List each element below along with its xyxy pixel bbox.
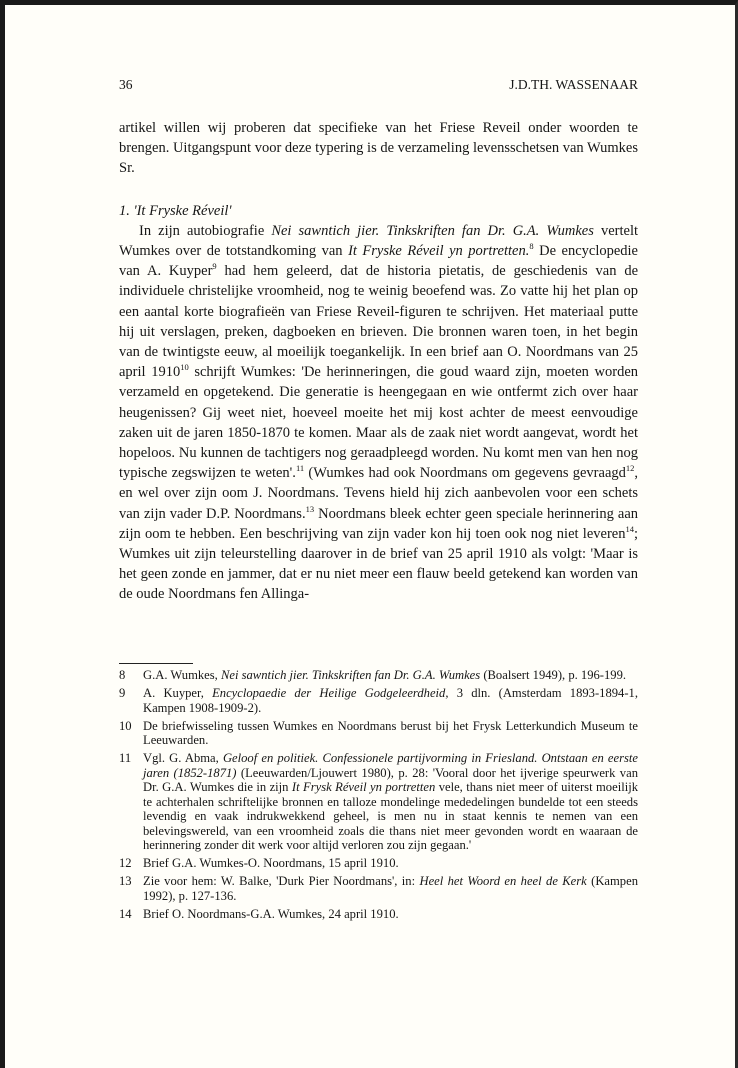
footnote-text [143, 668, 638, 683]
book-title: Nei sawntich jier. Tinkskriften fan Dr. G.A. Wumkes [220, 668, 481, 682]
footnote-ref-9: 9 [212, 261, 217, 272]
footnotes [119, 668, 638, 925]
footnote-ref-13: 13 [305, 503, 315, 514]
text-run: , en wel over zijn oom J. Noordmans. Tevens hield hij zich aanbevolen voor een schets van zijn vader D.P. Noordmans. [119, 465, 639, 522]
footnote-ref-11: 11 [295, 463, 305, 474]
text-run: (Boalsert 1949), p. 196-199. [480, 668, 627, 682]
text-run: (Leeuwarden/Ljouwert 1980), p. 28: 'Vooral door het ijverige speurwerk van Dr. G.A. Wumkes die in zijn [143, 765, 638, 794]
footnote-ref-14: 14 [625, 524, 634, 535]
running-head-author: J.D.TH. WASSENAAR [509, 77, 638, 92]
footnote-9 [119, 686, 638, 715]
section-number: 1. [119, 202, 130, 219]
body-paragraph-2 [119, 221, 638, 605]
footnote-11 [119, 751, 638, 853]
text-run: (Wumkes had ook Noordmans om gegevens gevraagd [304, 465, 626, 482]
footnote-text: De briefwisseling tussen Wumkes en Noordmans berust bij het Frysk Letterkundich Museum te Leeuwarden. [143, 718, 638, 747]
book-title: Encyclopaedie der Heilige Godgeleerdheid, [212, 686, 449, 700]
footnote-10 [119, 719, 638, 748]
book-title: Nei sawntich jier. Tinkskriften fan Dr. G.A. Wumkes [271, 222, 594, 239]
footnote-number: 14 [119, 906, 132, 921]
footnote-ref-12: 12 [625, 463, 635, 474]
footnote-ref-8: 8 [529, 241, 534, 252]
text-run: vele, thans niet meer of uiterst moeilijk te achterhalen schriftelijke bronnen en talloze mondelinge mededelingen bundelde tot een steeds levendig en vaak indrukwekkend geheel, is men nu in staat kennis te nemen van een belevingswereld, van een vroomheid zoals die thans niet meer gevonden wordt en waaraan de herinnering zonder dit werk voor altijd verloren zou zijn gegaan.' [143, 780, 638, 852]
book-title: It Fryske Réveil yn portretten. [348, 243, 530, 260]
text-run: had hem geleerd, dat de historia pietatis, de geschiedenis van de individuele christelijke vroomheid, nog te weinig beoefend was. Zo vatte hij het plan op een aantal korte biografieën van Friese Reveil-figuren te schrijven. Het materiaal putte hij uit verslagen, preken, dagboeken en brieven. Die bronnen waren toen, in het begin van de twintigste eeuw, al moeilijk toegankelijk. In een brief aan O. Noordmans van 25 april 1910 [119, 263, 638, 381]
footnote-text [143, 874, 638, 903]
book-title: Geloof en politiek. Confessionele partijvorming in Friesland. Ontstaan en eerste jaren (1852-1871) [143, 751, 638, 780]
footnote-number: 10 [119, 718, 132, 733]
text-run: ; Wumkes uit zijn teleurstelling daarover in de brief van 25 april 1910 als volgt: 'Maar is het geen zonde en jammer, dat er nu niet meer een flauw beeld getekend kan worden van de oude Noordmans fen Allinga- [119, 525, 638, 603]
footnote-14 [119, 907, 638, 922]
footnote-13 [119, 874, 638, 903]
text-run: schrijft Wumkes: 'De herinneringen, die goud waard zijn, moeten worden verzameld en opgetekend. Die generatie is heengegaan en wie ontfermt zich over haar heugenissen? Gij weet niet, hoeveel moeite het mij kost achter de meest eenvoudige zaken uit de jaren 1850-1870 te komen. Maar als de zaak niet wordt aangevat, wordt het hopeloos. Nu kunnen de tachtigers nog geraadpleegd worden. Nu komt men van hen nog typische zegswijzen te weten'. [119, 364, 639, 482]
body-text [119, 118, 638, 605]
book-title: Heel het Woord en heel de Kerk [419, 874, 587, 888]
text-run: A. Kuyper, [143, 686, 213, 700]
footnote-text: Brief O. Noordmans-G.A. Wumkes, 24 april 1910. [143, 906, 399, 921]
text-run: G.A. Wumkes, [143, 668, 221, 682]
paragraph-gap [119, 179, 638, 201]
text-run: Noordmans bleek echter geen speciale herinnering aan zijn oom te hebben. Een beschrijving van zijn vader kon hij toen ook nog niet leveren [119, 505, 639, 542]
footnote-number: 8 [119, 668, 126, 682]
footnote-number: 11 [119, 751, 132, 765]
body-paragraph-1: artikel willen wij proberen dat specifieke van het Friese Reveil onder woorden te brengen. Uitgangspunt voor deze typering is de verzameling levensschetsen van Wumkes Sr. [119, 120, 638, 177]
footnote-number: 13 [119, 874, 132, 888]
footnote-text [143, 751, 638, 853]
text-run: Zie voor hem: W. Balke, 'Durk Pier Noordmans', in: [143, 874, 420, 888]
footnote-number: 9 [119, 686, 126, 700]
footnote-number: 12 [119, 856, 132, 870]
text-run: Vgl. G. Abma, [143, 751, 223, 765]
book-title: It Frysk Réveil yn portretten [291, 780, 436, 794]
text-run: In zijn autobiografie [139, 222, 272, 239]
text-run: vertelt Wumkes over de totstandkoming van [119, 222, 638, 260]
footnote-text [143, 686, 638, 715]
text-run: (Kampen 1992), p. 127-136. [143, 874, 638, 903]
footnote-ref-10: 10 [180, 362, 189, 373]
footnote-divider [119, 663, 193, 664]
running-head [119, 76, 638, 94]
page-number: 36 [119, 77, 133, 92]
footnote-12 [119, 856, 638, 871]
footnote-text: Brief G.A. Wumkes-O. Noordmans, 15 april 1910. [143, 856, 399, 870]
footnote-8 [119, 668, 638, 683]
text-run: De encyclopedie van A. Kuyper [119, 243, 638, 280]
section-heading [119, 201, 638, 221]
text-run: 3 dln. (Amsterdam 1893-1894-1, Kampen 1908-1909-2). [143, 686, 638, 715]
section-title: 'It Fryske Réveil' [133, 202, 232, 219]
